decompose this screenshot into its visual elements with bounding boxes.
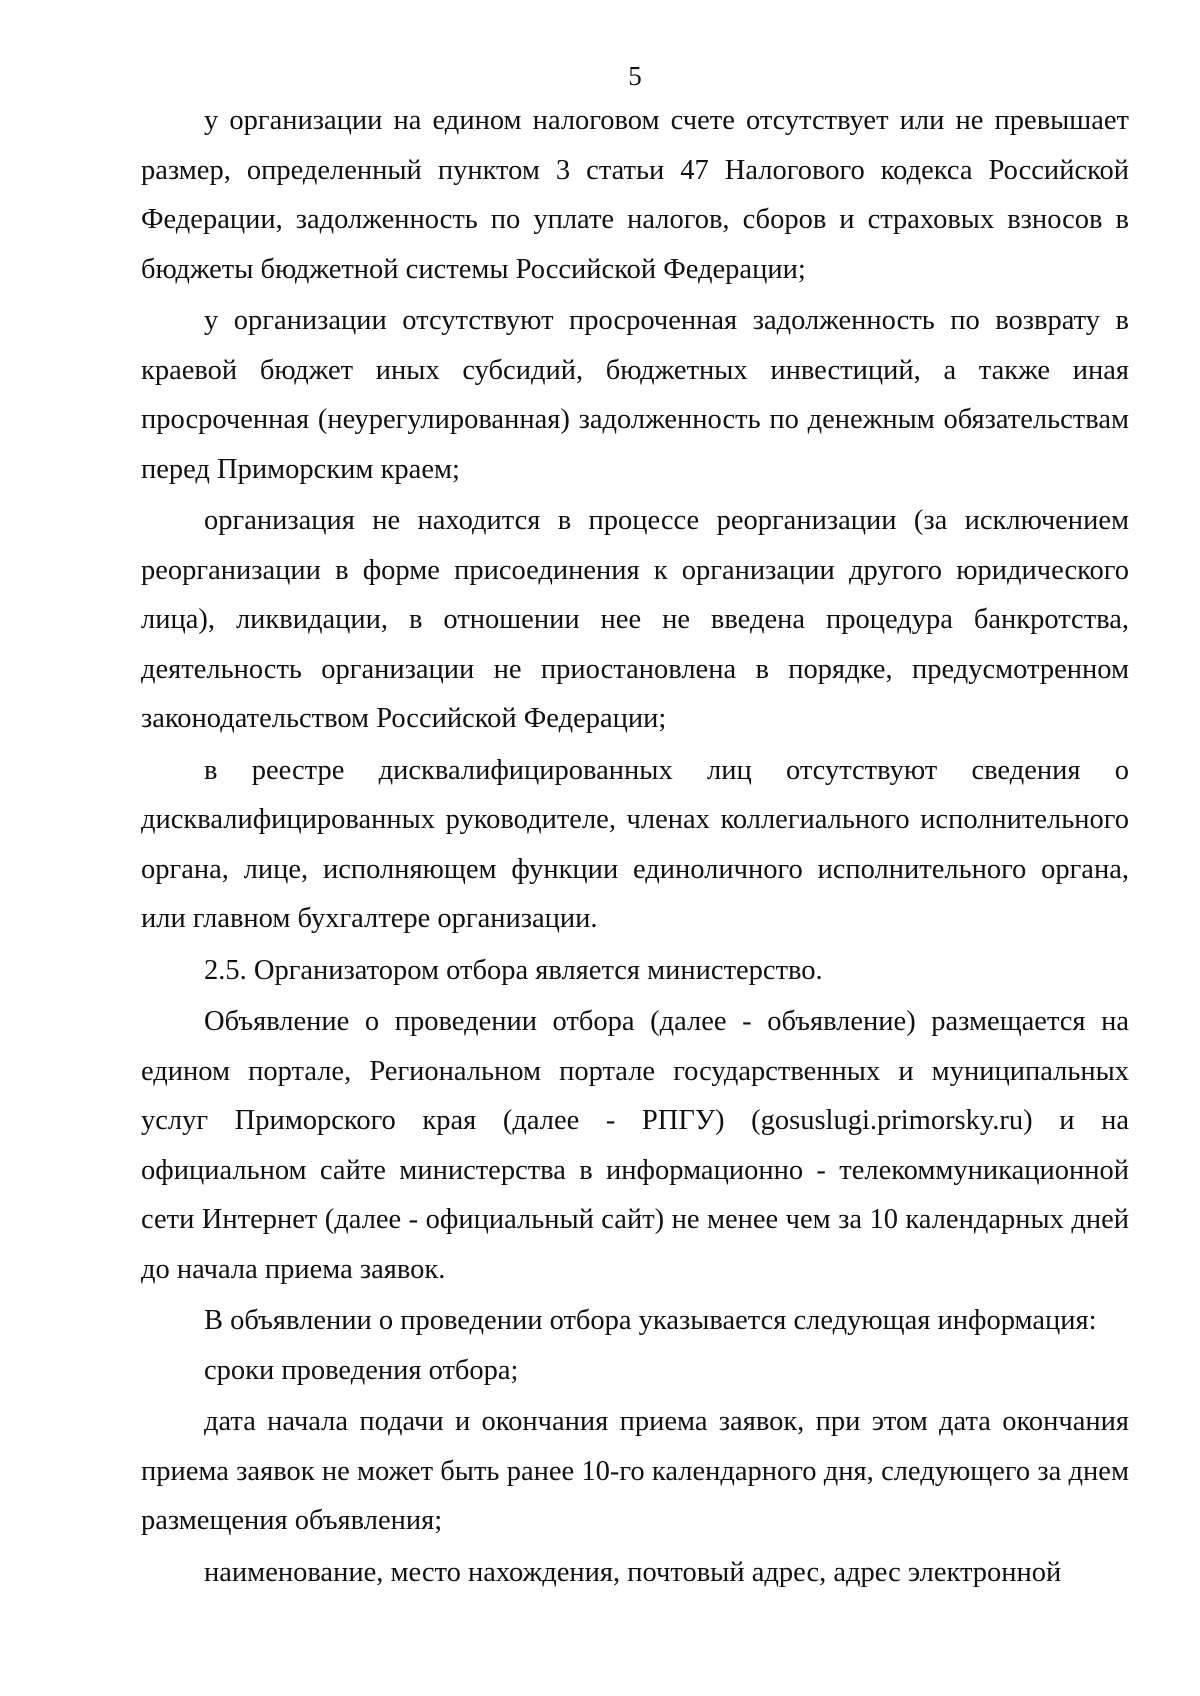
document-body bbox=[141, 96, 1129, 1597]
paragraph-disqualified-registry: в реестре дисквалифицированных лиц отсутствуют сведения о дисквалифицированных руководителе, членах коллегиального исполнительного органа, лице, исполняющем функции единоличного исполнительного органа, или главном бухгалтере организации. bbox=[141, 754, 1129, 934]
paragraph-reorganization: организация не находится в процессе реорганизации (за исключением реорганизации в форме присоединения к организации другого юридического лица), ликвидации, в отношении нее не введена процедура банкротства, деятельность организации не приостановлена в порядке, предусмотренном законодательством Российской Федерации; bbox=[141, 505, 1129, 734]
paragraph-announcement: Объявление о проведении отбора (далее - объявление) размещается на едином портале, Региональном портале государственных и муниципальных услуг Приморского края (далее - РПГУ) (gosuslugi.primorsky.ru) и на официальном сайте министерства в информационно - телекоммуникационной сети Интернет (далее - официальный сайт) не менее чем за 10 календарных дней до начала приема заявок. bbox=[141, 1006, 1129, 1285]
paragraph-section-2-5: 2.5. Организатором отбора является министерство. bbox=[204, 954, 823, 986]
page-number: 5 bbox=[628, 61, 642, 91]
paragraph-tax-debt: у организации на едином налоговом счете отсутствует или не превышает размер, определенный пунктом 3 статьи 47 Налогового кодекса Российской Федерации, задолженность по уплате налогов, сборов и страховых взносов в бюджеты бюджетной системы Российской Федерации; bbox=[141, 105, 1129, 285]
paragraph-application-dates: дата начала подачи и окончания приема заявок, при этом дата окончания приема заявок не может быть ранее 10-го календарного дня, следующего за днем размещения объявления; bbox=[141, 1406, 1129, 1536]
paragraph-announcement-info: В объявлении о проведении отбора указывается следующая информация: bbox=[204, 1305, 1097, 1336]
paragraph-name-address: наименование, место нахождения, почтовый адрес, адрес электронной bbox=[204, 1556, 1062, 1588]
paragraph-overdue-debt: у организации отсутствуют просроченная задолженность по возврату в краевой бюджет иных субсидий, бюджетных инвестиций, а также иная просроченная (неурегулированная) задолженность по денежным обязательствам перед Приморским краем; bbox=[141, 305, 1129, 485]
paragraph-selection-terms: сроки проведения отбора; bbox=[204, 1354, 519, 1386]
